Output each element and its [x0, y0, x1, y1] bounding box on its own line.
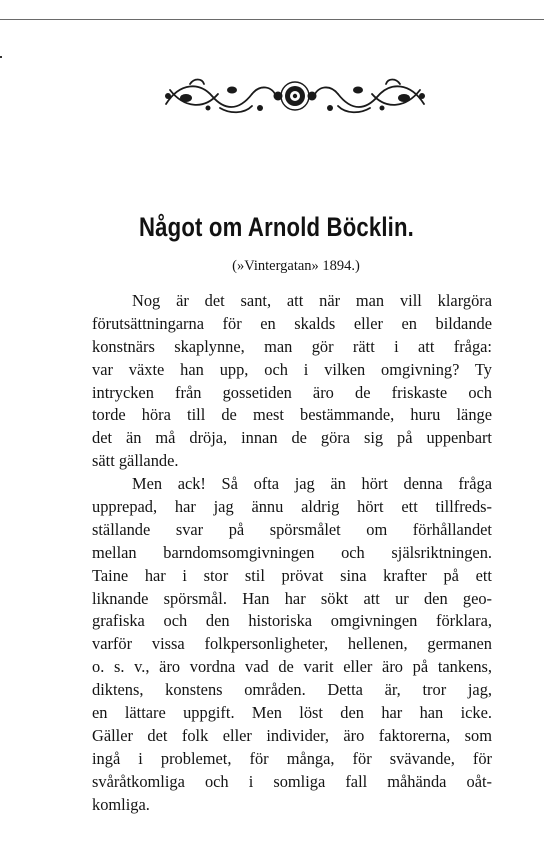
source-note: (»Vintergatan» 1894.) — [232, 258, 360, 274]
scan-mark — [0, 56, 2, 58]
text-line: konstnärs skaplynne, man gör rätt i att fråga: — [92, 336, 492, 356]
text-line: varför vissa folkpersonligheter, hellenen, germanen — [92, 634, 492, 654]
body-text — [92, 290, 492, 816]
text-line: o. s. v., äro vordna vad de varit eller äro på tankens, — [92, 657, 492, 677]
text-line: ställande svar på spörsmålet om förhållandet — [92, 519, 492, 539]
text-line: det än må dröja, innan de göra sig på uppenbart — [92, 428, 492, 448]
text-line: Taine har i stor stil prövat sina krafter på ett — [92, 565, 492, 585]
text-line: var växte han upp, och i vilken omgivning? Ty — [92, 359, 492, 379]
text-line: mellan barndomsomgivningen och själsriktningen. — [92, 542, 492, 562]
text-line: sätt gällande. — [92, 451, 179, 471]
text-line: Men ack! Så ofta jag än hört denna fråga — [132, 474, 492, 494]
chapter-title: Något om Arnold Böcklin. — [139, 212, 414, 242]
scan-edge-line — [0, 19, 544, 20]
text-line: upprepad, har jag ännu aldrig hört ett tillfreds- — [92, 497, 492, 517]
floral-ornament-icon — [160, 74, 430, 118]
text-line: svåråtkomliga och i somliga fall måhända oåt- — [92, 771, 492, 791]
text-line: komliga. — [92, 794, 150, 814]
text-line: liknande spörsmål. Han har sökt att ur den geo- — [92, 588, 492, 608]
text-line: ingå i problemet, för många, för svävande, för — [92, 748, 492, 768]
text-line: diktens, konstens områden. Detta är, tror jag, — [92, 680, 492, 700]
text-line: grafiska och den historiska omgivningen förklara, — [92, 611, 492, 631]
text-line: en lättare uppgift. Men löst den har han icke. — [92, 703, 492, 723]
text-line: förutsättningarna för en skalds eller en bildande — [92, 313, 492, 333]
text-line: Gäller det folk eller individer, äro faktorerna, som — [92, 725, 492, 745]
text-line: torde höra till de mest bestämmande, huru länge — [92, 405, 492, 425]
text-line: Nog är det sant, att när man vill klargöra — [132, 291, 492, 310]
text-line: intrycken från gossetiden äro de friskaste och — [92, 382, 492, 402]
